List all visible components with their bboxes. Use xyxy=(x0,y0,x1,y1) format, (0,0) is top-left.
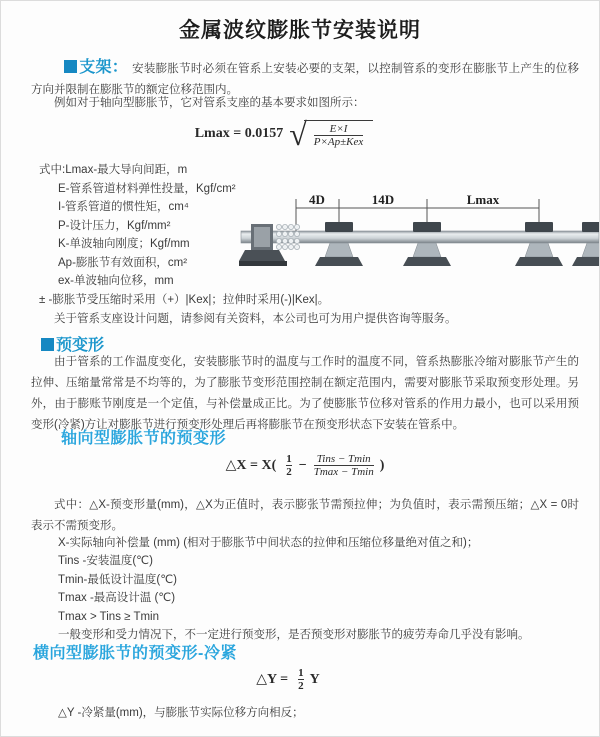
lateral-subsection-heading: 横向型膨胀节的预变形-冷紧 xyxy=(33,645,237,662)
definition-item: P-设计压力，Kgf/mm² xyxy=(58,219,171,232)
definition-item: ± -膨胀节受压缩时采用（+）|Kex|；拉伸时采用(-)|Kex|。 xyxy=(39,293,330,306)
definition-item: E-管系管道材料弹性投量，Kgf/cm² xyxy=(58,182,236,195)
axial-subsection-heading: 轴向型膨胀节的预变形 xyxy=(61,430,227,447)
dim-label-lmax: Lmax xyxy=(466,192,500,207)
lateral-formula-lhs: △Y = xyxy=(256,672,289,687)
definition-item: I-管系管道的惯性矩，cm⁴ xyxy=(58,201,189,213)
half-fraction xyxy=(286,453,292,478)
axial-explain-paragraph: 式中：△X-预变形量(mm)，△X为正值时，表示膨张节需预拉伸；为负值时，表示需预压缩；△X = 0时表示不需预变形。 xyxy=(31,499,579,532)
saddle-support xyxy=(315,222,363,266)
half-denominator: 2 xyxy=(286,466,292,478)
axial-formula-close: ) xyxy=(379,457,385,473)
saddle-support xyxy=(515,222,563,266)
section-marker-square-icon xyxy=(64,60,77,73)
support-heading-label: 支架： xyxy=(79,59,129,76)
variable-item: 一般变形和受力情况下，不一定进行预变形，是否预变形对膨胀节的疲劳寿命几乎没有影响。 xyxy=(58,629,530,642)
support-note: 关于管系支座设计问题，请参阅有关资料，本公司也可为用户提供咨询等服务。 xyxy=(54,313,457,325)
page-title: 金属波纹膨胀节安装说明 xyxy=(179,19,421,42)
half-numerator: 1 xyxy=(298,667,304,679)
support-example-line: 例如对于轴向型膨胀节，它对管系支座的基本要求如图所示： xyxy=(54,97,365,109)
definition-item: 式中:Lmax-最大导向间距，m xyxy=(39,164,188,176)
support-section-heading xyxy=(64,59,128,76)
lateral-formula xyxy=(0,667,587,692)
dim-label-14d: 14D xyxy=(371,192,395,207)
lmax-formula xyxy=(0,116,583,152)
pipe-support-diagram xyxy=(239,191,600,291)
dim-label-4d: 4D xyxy=(309,192,325,207)
axial-formula xyxy=(6,453,600,478)
pipe-saddle-supports xyxy=(315,222,600,266)
support-intro-text: 安装膨胀节时必须在管系上安装必要的支架，以控制管系的变形在膨胀节上产生的位移方向并限制在膨胀节的额定位移范围内。 xyxy=(31,63,579,96)
lateral-note: △Y -冷紧量(mm)，与膨胀节实际位移方向相反； xyxy=(58,707,304,719)
predeform-heading-label: 预变形 xyxy=(56,337,105,354)
half-fraction xyxy=(298,667,304,692)
lmax-formula-lhs: Lmax = 0.0157 xyxy=(194,126,284,141)
lmax-fraction xyxy=(314,123,364,148)
axial-variables-list xyxy=(58,534,579,644)
temperature-fraction xyxy=(314,453,374,478)
definition-item: K-单波轴向刚度；Kgf/mm xyxy=(58,238,190,250)
predeform-paragraph: 由于管系的工作温度变化，安装膨胀节时的温度与工作时的温度不同，管系热膨胀冷缩对膨胀节产生的拉伸、压缩量常常是不均等的，为了膨胀节变形范围控制在额定范围内，需要对膨胀节采取预变形处理。另外，由于膨账节刚度是一个定值，与补偿量成正比。为了使膨胀节位移对管系的作用力最小，也可以采用预变形(冷紧)方让对膨胀节进行预变形处理后再将膨胀节在预变形状态下安装在管系中。 xyxy=(31,356,579,431)
variable-item: Tmin-最低设计温度(℃) xyxy=(58,573,177,586)
axial-formula-lhs: △X = X( xyxy=(225,458,277,473)
lmax-fraction-denominator: P×Ap±Kex xyxy=(313,136,364,148)
sqrt-content xyxy=(304,120,374,148)
variable-item: Tmax > Tins ≥ Tmin xyxy=(58,610,159,623)
variable-item: Tins -安装温度(℃) xyxy=(58,555,153,568)
variable-item: X-实际轴向补偿量 (mm) (相对于膨胀节中间状态的拉伸和压缩位移量绝对值之和)； xyxy=(58,537,479,549)
definition-item: Ap-膨胀节有效面积，cm² xyxy=(58,256,188,269)
temperature-numerator: Tins − Tmin xyxy=(316,453,371,465)
variable-item: Tmax -最高设计温 (℃) xyxy=(58,592,176,605)
sqrt-radical-icon: √ xyxy=(289,116,307,152)
section-marker-square-icon xyxy=(41,338,54,351)
minus-operator: − xyxy=(298,457,307,473)
lateral-formula-rhs: Y xyxy=(309,671,320,687)
half-numerator: 1 xyxy=(286,453,292,465)
definition-item: ex-单波轴向位移，mm xyxy=(58,275,174,287)
saddle-support-partial xyxy=(572,222,600,266)
saddle-support xyxy=(403,222,451,266)
half-denominator: 2 xyxy=(298,680,304,692)
lmax-fraction-numerator: E×I xyxy=(329,123,348,135)
temperature-denominator: Tmax − Tmin xyxy=(313,466,374,478)
